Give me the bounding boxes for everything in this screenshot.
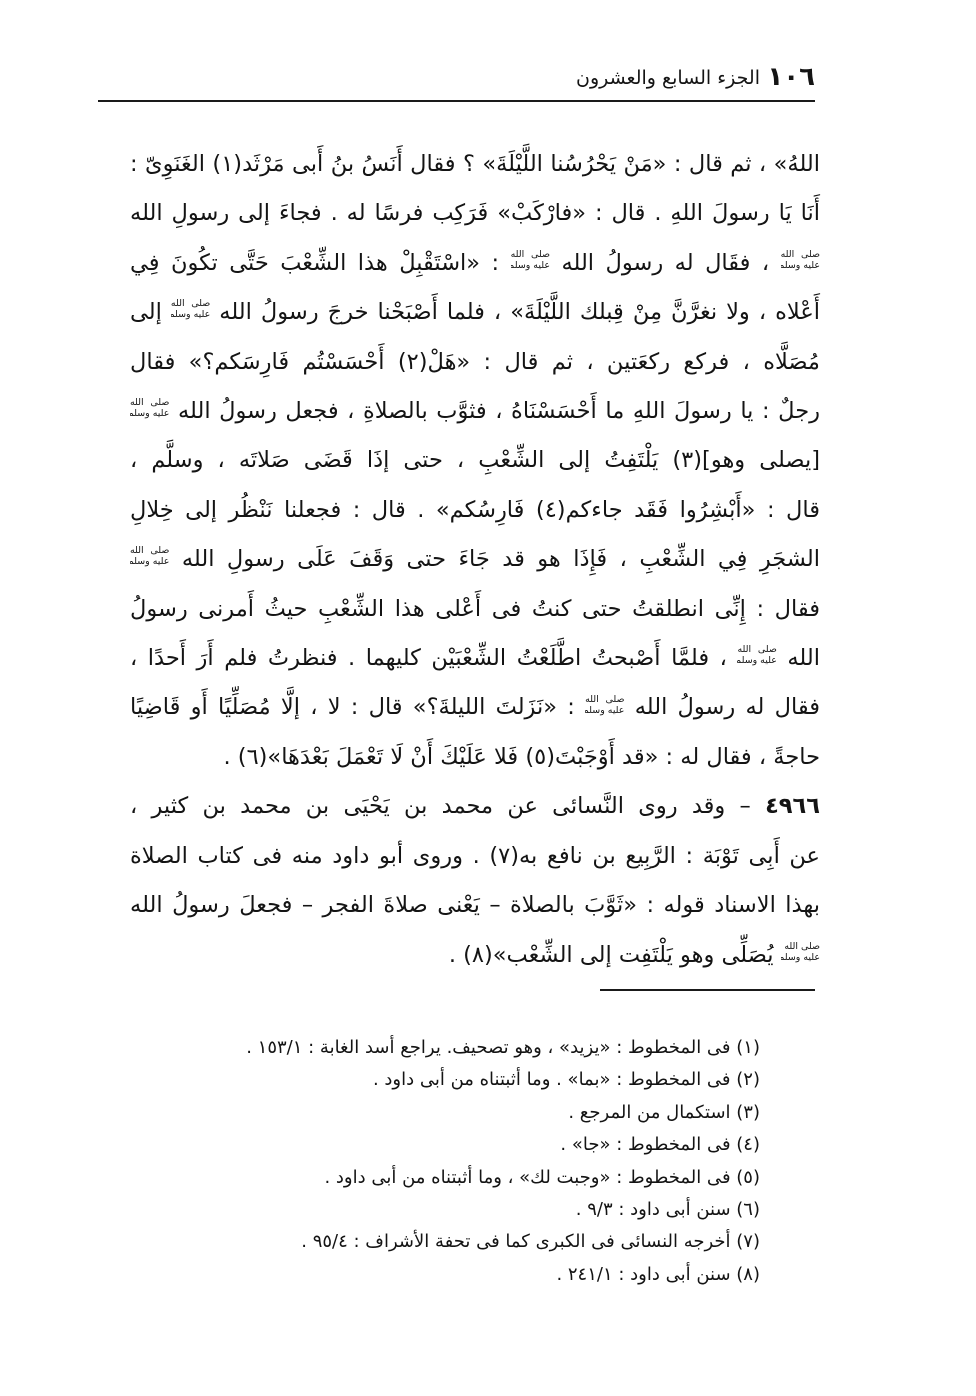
salawat-ligature [511,250,550,273]
body-line: اللهُ» ، ثم قال : «مَنْ يَحْرُسُنا اللَّيْلَةَ» ؟ فقال أَنَسُ بنُ أَبى مَرْثَد(١) الغَنَوِىّ : [130,151,820,177]
salawat-ligature [130,546,169,569]
footnote: (١) فى المخطوط : «يزيد» ، وهو تصحيف. يراجع أسد الغابة : ١٥٣/١ . [246,1037,760,1058]
body-line: رجلٌ : يا رسولَ اللهِ ما أَحْسَسْنَاهُ ، فثوَّب بالصلاةِ ، فجعل رسولُ الله [130,387,820,436]
body-line: فقال له رسولُ الله : «نَزَلتَ الليلةَ؟» قال : لا ، إلَّا مُصَلِّيًا أَو قَاضِيًا [130,694,820,721]
body-line: الشجَرِ فِي الشِّعْبِ ، فَإِذَا هو قد جَاءَ حتى وَقَفَ عَلَى رسولِ الله [130,535,820,584]
footnote: (٦) سنن أبى داود : ٩/٣ . [575,1199,760,1221]
body-line: [يصلى وهو](٣) يَلْتَفِتُ إلى الشِّعْبِ ، حتى إذَا قَضَى صَلاتَه ، وسلَّم ، [130,447,820,474]
body-line [130,782,820,831]
body-line: أَعْلاه ، ولا نغرَّنَّ مِنْ قِبلك اللَّيْلَةَ» ، فلما أَصْبَحْنا خرجَ رسولُ الله إلى [130,299,820,326]
body-text [130,140,820,980]
salawat-ligature [171,299,210,322]
footnotes [160,1032,760,1291]
body-line: يُصَلِّى وهو يَلْتَفِت إلى الشِّعْب»(٨) . [130,931,820,980]
salawat-ligature [781,942,820,965]
hadith-number: ٤٩٦٦ [765,793,820,820]
salawat-ligature [737,645,776,668]
salawat-ligature [781,250,820,273]
footnote: (٧) أخرجه النسائى فى الكبرى كما فى تحفة الأشراف : ٩٥/٤ . [301,1231,760,1253]
page-number: ١٠٦ [767,62,815,92]
body-line: عن أَبِى تَوْبَة : الرَّبِيع بن نافع به(٧) . وروى أبو داود منه فى كتاب الصلاة [130,842,820,869]
body-line: فقال : إِنِّى انطلقتُ حتى كنتُ فى أَعْلى هذا الشِّعْبِ حيثُ أَمرنى رسولُ [130,595,820,622]
body-line: حاجةً ، فقال له : «قد أَوْجَبْتَ(٥) فَلا عَلَيْكَ أَنْ لَا تَعْمَلَ بَعْدَهَا»(٦) . [223,743,820,770]
body-line: الله ، فلمَّا أَصْبحتُ اطَّلَعْتُ الشِّعْبَيْن كليهما . فنظرتُ فلم أَرَ أَحدًا ، [130,645,820,672]
body-line-text: – وقد روى النَّسائى عن محمد بن يَحْيَى بن محمد بن كثير ، [130,793,751,820]
salawat-ligature [130,398,169,421]
header-rule [98,100,815,102]
body-line: بهذا الاسناد قوله : «ثَوَّبَ بالصلاة – يَعْنى صلاةَ الفجر – فجعلَ رسولُ الله [130,892,820,919]
body-line: ، فقَال له رسولُ الله : «اسْتَقْبِلْ هذا الشِّعْبَ حَتَّى تكُونَ فِي [130,239,820,288]
body-line: أَنَا يَا رسولَ اللهِ . قال : «فارْكَبْ» فَرَكِب فرسًا له . فجاءَ إلى رسولِ الله [130,200,820,227]
footnote: (٣) استكمال من المرجع . [568,1101,760,1123]
running-title: الجزء السابع والعشرون [575,67,760,89]
footnote-rule [600,989,815,991]
body-line: قال : «أَبْشِرُوا فَقَد جاءكم(٤) فَارِسُكم» . قال : فجعلنا نَنْظُر إلى خِلالِ [130,496,820,523]
body-line: مُصَلَّاه ، فركع ركعَتين ، ثم قال : «هَلْ(٢) أَحْسَسْتُم فَارِسَكم؟» فقال [130,348,820,375]
footnote: (٨) سنن أبى داود : ٢٤١/١ . [556,1263,760,1285]
salawat-ligature [585,695,624,718]
footnote: (٥) فى المخطوط : «وجبت لك» ، وما أثبتناه من أبى داود . [324,1166,760,1188]
footnote: (٤) فى المخطوط : «جا» . [560,1134,760,1156]
footnote: (٢) فى المخطوط : «بما» . وما أثبتناه من أبى داود . [372,1069,760,1091]
